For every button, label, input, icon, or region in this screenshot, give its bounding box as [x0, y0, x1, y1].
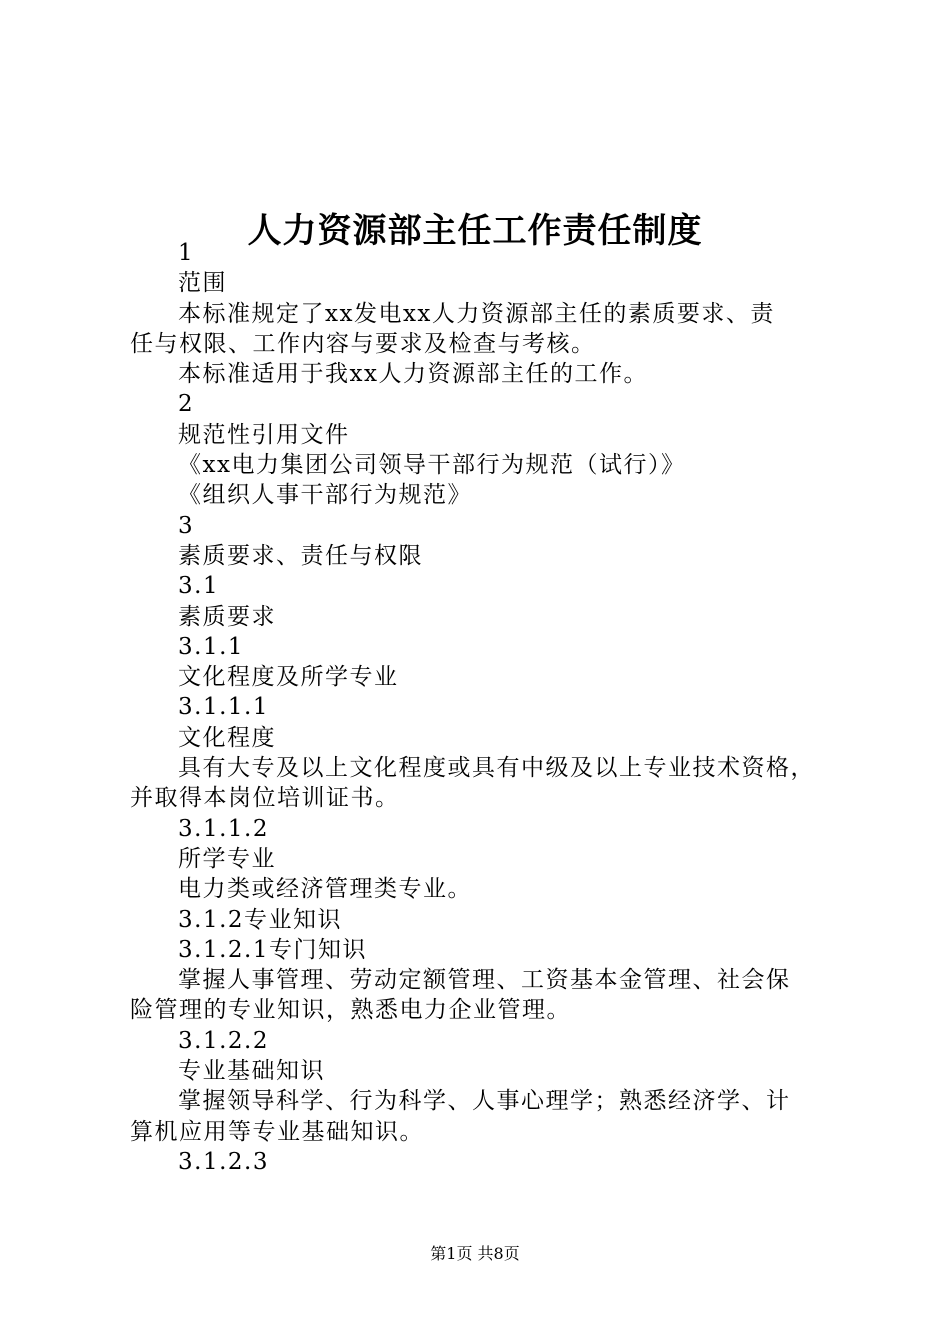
- document-line: 1: [178, 240, 195, 266]
- document-line: 掌握人事管理、劳动定额管理、工资基本金管理、社会保: [178, 967, 791, 994]
- document-line: 3.1.2.3: [178, 1148, 269, 1175]
- document-line: 所学专业: [178, 845, 276, 872]
- document-line: 险管理的专业知识，熟悉电力企业管理。: [130, 997, 571, 1024]
- document-line: 3.1.2.1专门知识: [178, 936, 367, 963]
- document-line: 3.1.2专业知识: [178, 906, 343, 933]
- document-line: 《xx电力集团公司领导干部行为规范（试行）》: [178, 452, 686, 479]
- document-line: 并取得本岗位培训证书。: [130, 785, 400, 812]
- document-line: 3.1.1.2: [178, 815, 269, 842]
- document-body: [130, 238, 830, 1177]
- document-line: 3.1: [178, 573, 220, 600]
- document-line: 本标准适用于我xx人力资源部主任的工作。: [178, 361, 648, 388]
- document-line: 范围: [178, 270, 227, 297]
- document-line: 素质要求、责任与权限: [178, 542, 423, 569]
- document-line: 规范性引用文件: [178, 421, 350, 448]
- document-line: 任与权限、工作内容与要求及检查与考核。: [130, 330, 596, 357]
- document-line: 2: [178, 391, 195, 418]
- document-line: 3.1.1: [178, 633, 245, 660]
- document-line: 电力类或经济管理类专业。: [178, 876, 472, 903]
- document-line: 具有大专及以上文化程度或具有中级及以上专业技术资格，: [178, 755, 815, 782]
- document-line: 3.1.1.1: [178, 694, 269, 721]
- document-line: 文化程度及所学专业: [178, 664, 399, 691]
- document-title: 人力资源部主任工作责任制度: [247, 210, 703, 251]
- document-line: 文化程度: [178, 724, 276, 751]
- document-line: 本标准规定了xx发电xx人力资源部主任的素质要求、责: [178, 300, 775, 327]
- document-line: 《组织人事干部行为规范》: [178, 482, 472, 509]
- document-line: 专业基础知识: [178, 1058, 325, 1085]
- document-line: 3: [178, 512, 195, 539]
- document-line: 3.1.2.2: [178, 1027, 269, 1054]
- document-line: 掌握领导科学、行为科学、人事心理学；熟悉经济学、计: [178, 1088, 791, 1115]
- page-number: 第1页 共8页: [430, 1244, 520, 1263]
- document-line: 算机应用等专业基础知识。: [130, 1118, 424, 1145]
- document-line: 素质要求: [178, 603, 276, 630]
